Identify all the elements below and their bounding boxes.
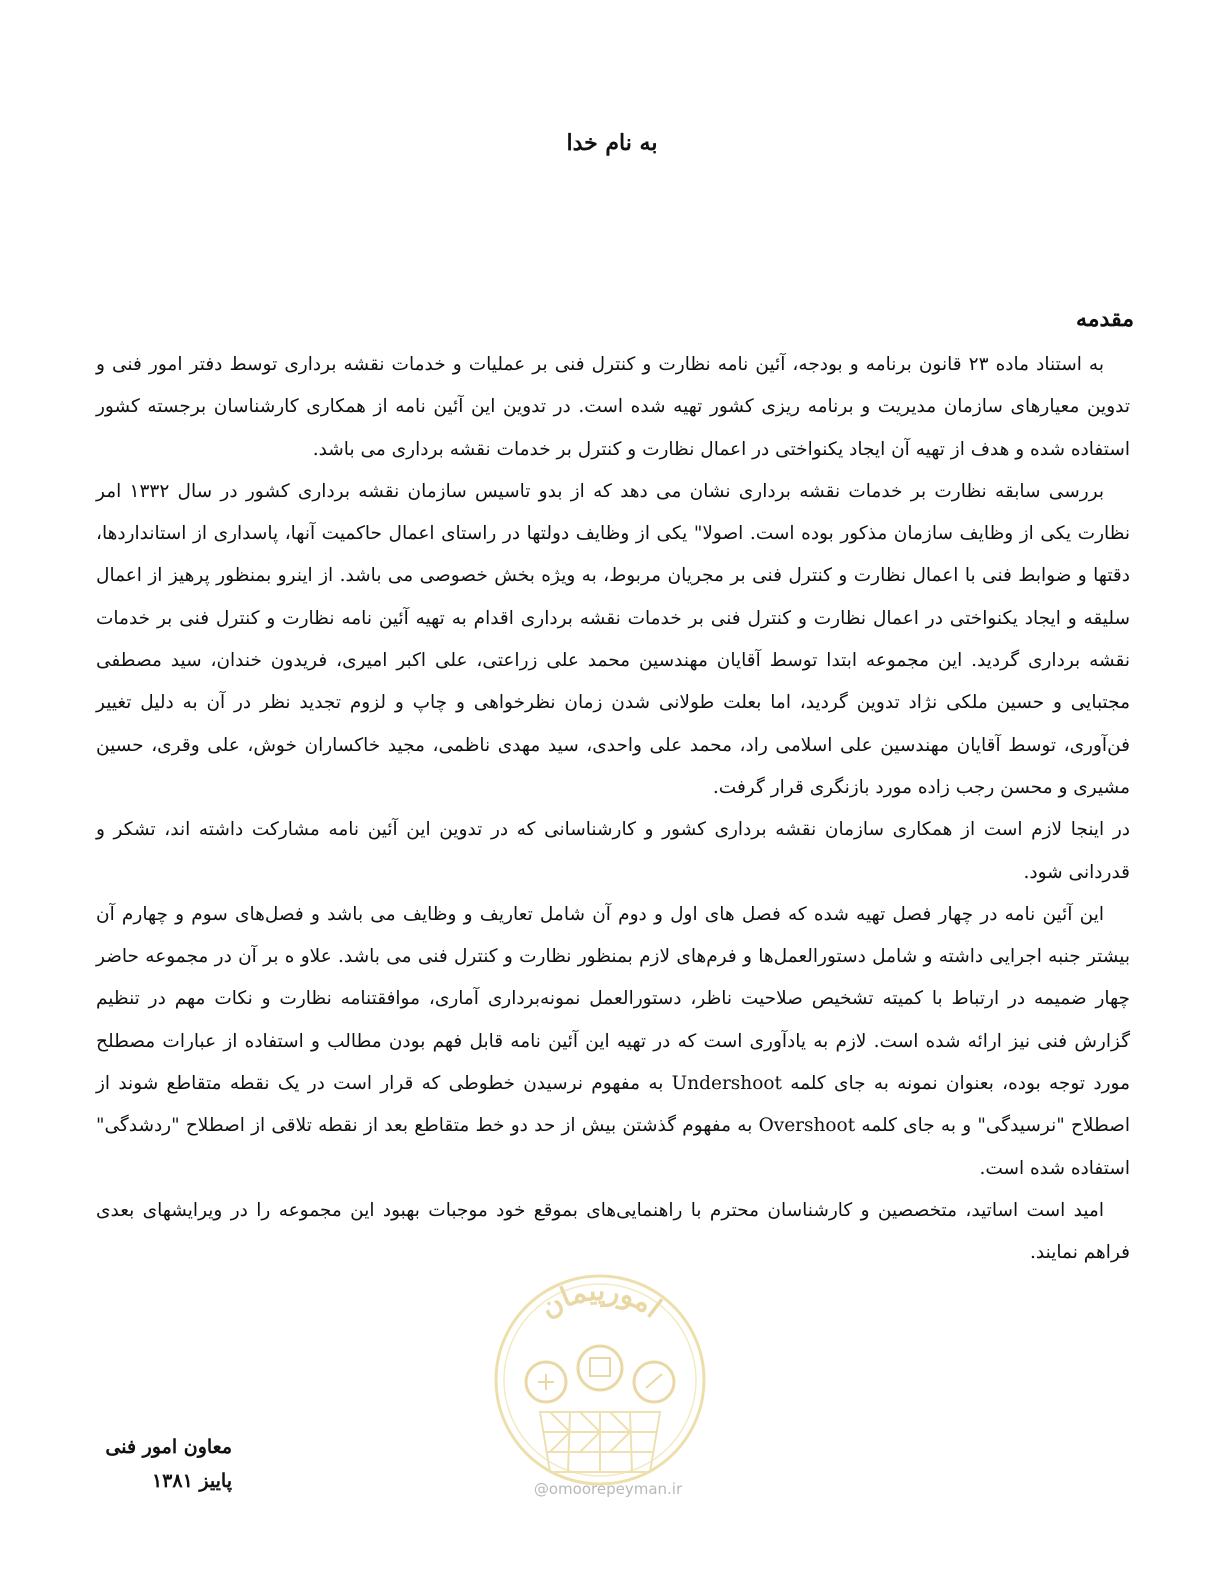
body-text: [96, 344, 1130, 1275]
paragraph-3: در اینجا لازم است از همکاری سازمان نقشه برداری کشور و کارشناسانی که در تدوین این آئین نامه مشارکت داشته اند، تشکر و قدردانی شود.: [96, 819, 1130, 883]
paragraph-1: به استناد ماده ۲۳ قانون برنامه و بودجه، آئین نامه نظارت و کنترل فنی بر عملیات و خدمات نقشه برداری توسط دفتر امور فنی و تدوین معیارهای سازمان مدیریت و برنامه ریزی کشور تهیه شده است. در تدوین این آئین نامه از همکاری کارشناسان برجسته کشور استفاده شده و هدف از تهیه آن ایجاد یکنواختی در اعمال نظارت و کنترل بر خدمات نقشه برداری می باشد.: [96, 354, 1130, 460]
svg-text:امورپیمان: [534, 1274, 668, 1325]
signature-block: [105, 1430, 232, 1498]
paragraph-2: بررسی سابقه نظارت بر خدمات نقشه برداری نشان می دهد که از بدو تاسیس سازمان نقشه برداری کشور در سال ۱۳۳۲ امر نظارت یکی از وظایف سازمان مذکور بوده است. اصولا" یکی از وظایف دولتها در راستای اعمال حاکمیت آنها، پاسداری از استانداردها، دقتها و ضوابط فنی با اعمال نظارت و کنترل فنی بر مجریان مربوط، به ویژه بخش خصوصی می باشد. از اینرو بمنظور پرهیز از اعمال سلیقه و ایجاد یکنواختی در اعمال نظارت و کنترل فنی بر خدمات نقشه برداری اقدام به تهیه آئین نامه نظارت و کنترل فنی بر خدمات نقشه برداری گردید. این مجموعه ابتدا توسط آقایان مهندسین محمد علی زراعتی، علی اکبر امیری، فریدون خندان، سید مصطفی مجتبایی و حسین ملکی نژاد تدوین گردید، اما بعلت طولانی شدن زمان نظرخواهی و چاپ و لزوم تجدید نظر در آن به دلیل تغییر فن‌آوری، توسط آقایان مهندسین علی اسلامی راد، محمد علی واحدی، سید مهدی ناظمی، مجید خاکساران خوش، علی وقری، حسین مشیری و محسن رجب زاده مورد بازنگری قرار گرفت.: [96, 480, 1130, 798]
watermark-logo-icon: [482, 1262, 718, 1510]
paragraph-4: این آئین نامه در چهار فصل تهیه شده که فصل های اول و دوم آن شامل تعاریف و وظایف می باشد و فصل‌های سوم و چهارم آن بیشتر جنبه اجرایی داشته و شامل دستورالعمل‌ها و فرم‌های لازم بمنظور نظارت و کنترل فنی می باشد. علاو ه بر آن در مجموعه حاضر چهار ضمیمه در ارتباط با کمیته تشخیص صلاحیت ناظر، دستورالعمل نمونه‌برداری آماری، موافقتنامه نظارت و نکات مهم در تنظیم گزارش فنی نیز ارائه شده است. لازم به یادآوری است که در تهیه این آئین نامه قابل فهم بودن مطالب و استفاده از عبارات مصطلح مورد توجه بوده، بعنوان نمونه به جای کلمه Undershoot به مفهوم نرسیدن خطوطی که قرار است در یک نقطه متقاطع شوند از اصطلاح "نرسیدگی" و به جای کلمه Overshoot به مفهوم گذشتن بیش از حد دو خط متقاطع بعد از نقطه تلاقی از اصطلاح "ردشدگی" استفاده شده است.: [96, 903, 1130, 1179]
watermark-url: @omoorepeyman.ir: [533, 1480, 683, 1498]
signature-title: معاون امور فنی: [105, 1436, 232, 1458]
signature-date: پاییز ۱۳۸۱: [151, 1470, 232, 1492]
section-heading: مقدمه: [1075, 306, 1134, 332]
page-title: به نام خدا: [566, 130, 658, 156]
paragraph-5: امید است اساتید، متخصصین و کارشناسان محترم با راهنمایی‌های بموقع خود موجبات بهبود این مجموعه را در ویرایشهای بعدی فراهم نمایند.: [96, 1199, 1130, 1264]
watermark-logo-text: امورپیمان: [533, 1273, 668, 1325]
